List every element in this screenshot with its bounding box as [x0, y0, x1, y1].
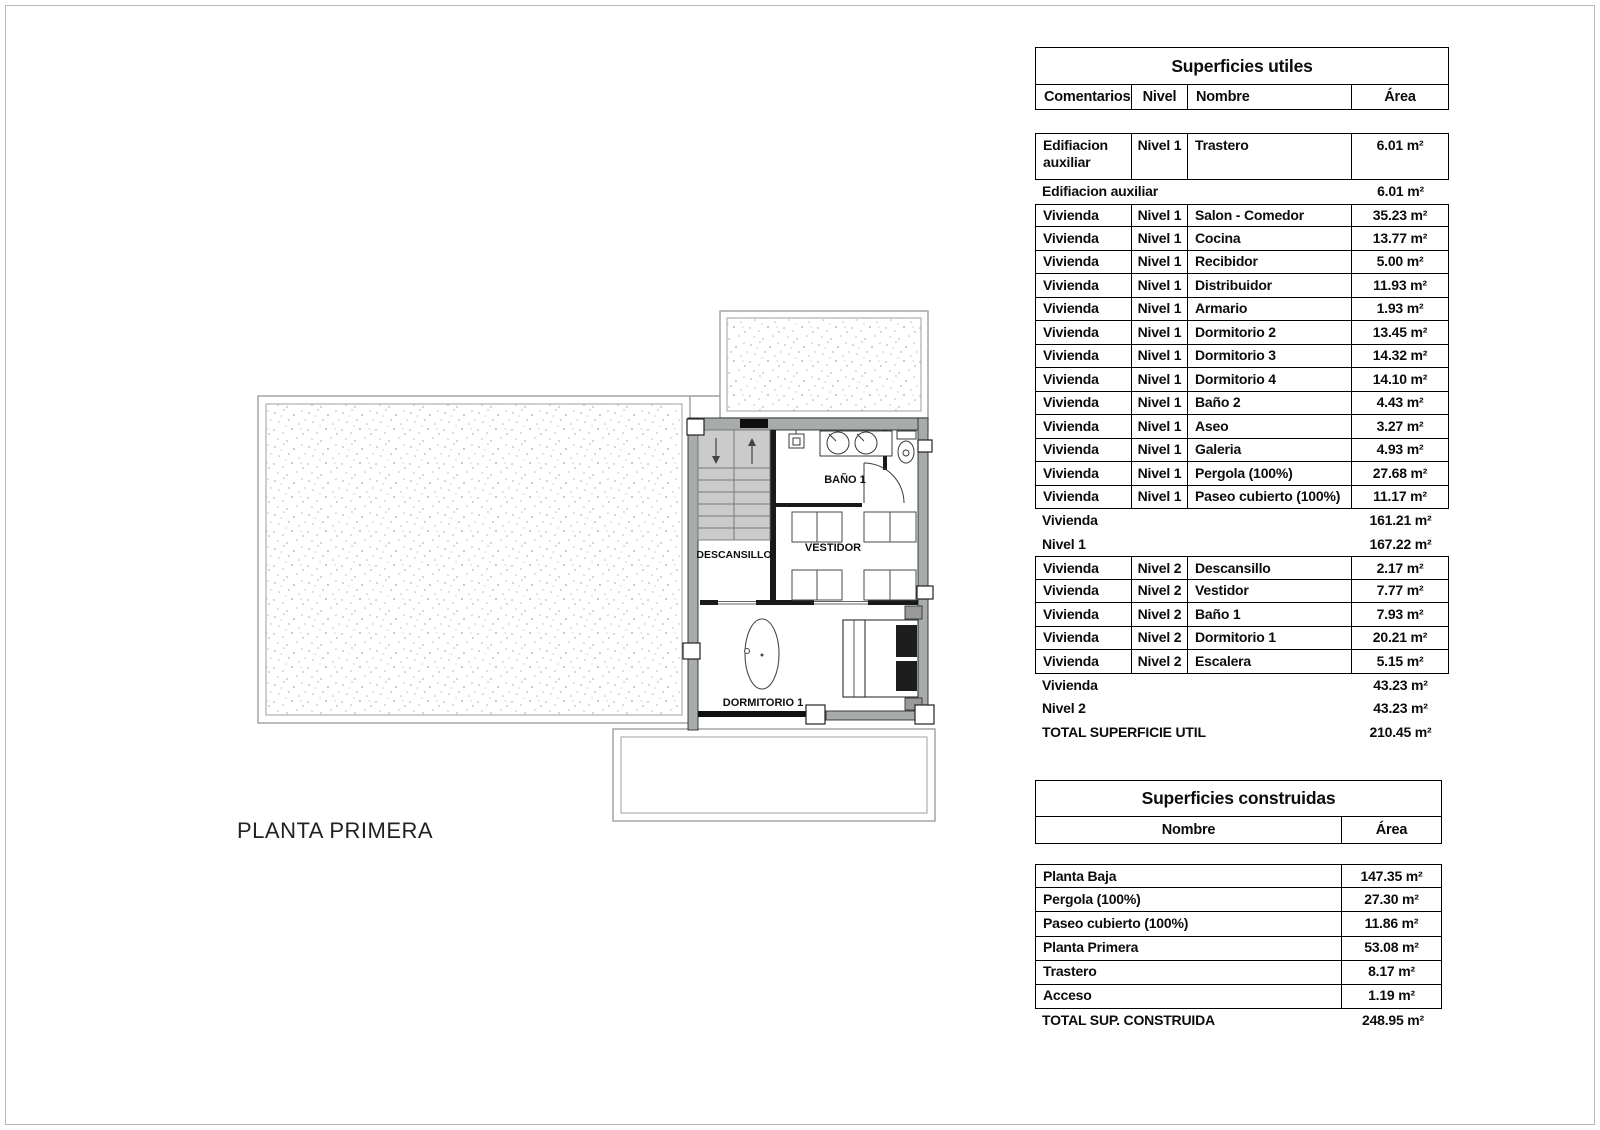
cell-nombre: Armario — [1188, 298, 1352, 321]
terrace-area — [258, 396, 720, 723]
table-row — [1035, 627, 1449, 651]
table-row — [1035, 580, 1449, 604]
cell-nombre: Paseo cubierto (100%) — [1188, 486, 1352, 509]
cell-comentarios: Vivienda — [1036, 298, 1132, 321]
room-label-descansillo: DESCANSILLO — [696, 549, 772, 561]
summary-label: TOTAL SUP. CONSTRUIDA — [1042, 1012, 1215, 1029]
cell-nivel: Nivel 1 — [1132, 134, 1188, 179]
cell-area: 147.35 m² — [1360, 867, 1423, 884]
cell-area: 4.93 m² — [1376, 441, 1424, 457]
table-row — [1035, 912, 1442, 936]
cell-nivel: Nivel 2 — [1132, 627, 1188, 650]
summary-area: 210.45 m² — [1369, 723, 1432, 740]
summary-area: 43.23 m² — [1373, 700, 1428, 716]
summary-label: Nivel 1 — [1042, 535, 1086, 552]
cell-comentarios: Vivienda — [1036, 321, 1132, 344]
cell-comentarios: Vivienda — [1036, 580, 1132, 603]
column-header-nivel: Nivel — [1132, 85, 1188, 109]
table-summary-row — [1035, 697, 1449, 721]
cell-nombre: Dormitorio 3 — [1188, 345, 1352, 368]
plan-title: PLANTA PRIMERA — [237, 818, 434, 843]
table-summary-row — [1035, 674, 1449, 698]
cell-comentarios: Vivienda — [1036, 557, 1132, 579]
cell-nivel: Nivel 2 — [1132, 603, 1188, 626]
cell-area: 2.17 m² — [1376, 559, 1424, 576]
cell-area: 1.19 m² — [1368, 987, 1415, 1004]
cell-comentarios: Vivienda — [1036, 627, 1132, 650]
table-row — [1035, 556, 1449, 580]
table-row — [1035, 985, 1442, 1009]
cell-comentarios: Vivienda — [1036, 368, 1132, 391]
table-row — [1035, 486, 1449, 510]
summary-area: 161.21 m² — [1369, 512, 1432, 528]
cell-nombre: Cocina — [1188, 227, 1352, 250]
bedroom-furniture — [745, 606, 923, 710]
cell-nombre: Recibidor — [1188, 251, 1352, 274]
summary-area: 43.23 m² — [1373, 676, 1428, 693]
cell-nombre: Pergola (100%) — [1036, 888, 1342, 911]
cell-comentarios: Vivienda — [1036, 462, 1132, 485]
cell-nivel: Nivel 1 — [1132, 205, 1188, 227]
cell-area: 7.93 m² — [1376, 605, 1424, 622]
table-summary-row — [1035, 509, 1449, 533]
column-header-comentarios: Comentarios — [1036, 85, 1132, 109]
cell-nombre: Salon - Comedor — [1188, 205, 1352, 227]
cell-area: 11.17 m² — [1373, 488, 1427, 504]
wardrobe-units — [792, 512, 916, 600]
summary-label: Nivel 2 — [1042, 700, 1086, 716]
table-title: Superficies utiles — [1035, 47, 1449, 85]
cell-nombre: Descansillo — [1188, 557, 1352, 579]
table-row — [1035, 961, 1442, 985]
cell-comentarios: Vivienda — [1036, 392, 1132, 415]
table-summary-row — [1035, 1009, 1442, 1033]
summary-label: Vivienda — [1042, 512, 1098, 528]
cell-nombre: Acceso — [1036, 985, 1342, 1008]
table-row — [1035, 864, 1442, 888]
cell-area: 1.93 m² — [1376, 300, 1424, 316]
cell-area: 27.30 m² — [1364, 890, 1419, 907]
cell-nivel: Nivel 1 — [1132, 227, 1188, 250]
cell-nivel: Nivel 1 — [1132, 345, 1188, 368]
cell-nombre: Aseo — [1188, 415, 1352, 438]
cell-area: 13.45 m² — [1372, 323, 1428, 340]
cell-area: 11.93 m² — [1373, 276, 1427, 293]
bathroom-fixtures — [789, 430, 916, 503]
cell-comentarios: Vivienda — [1036, 345, 1132, 368]
summary-area: 6.01 m² — [1377, 183, 1424, 199]
cell-comentarios: Vivienda — [1036, 227, 1132, 250]
summary-area: 167.22 m² — [1369, 535, 1432, 552]
cell-area: 8.17 m² — [1368, 963, 1415, 980]
cell-nombre: Trastero — [1188, 134, 1352, 179]
cell-comentarios: Vivienda — [1036, 274, 1132, 297]
cell-nivel: Nivel 1 — [1132, 274, 1188, 297]
summary-area: 248.95 m² — [1361, 1012, 1425, 1029]
cell-area: 11.86 m² — [1364, 914, 1419, 931]
cell-area: 13.77 m² — [1372, 229, 1428, 246]
cell-nombre: Trastero — [1036, 961, 1342, 984]
cell-comentarios: Vivienda — [1036, 439, 1132, 462]
table-row — [1035, 133, 1449, 180]
cell-nivel: Nivel 1 — [1132, 415, 1188, 438]
superficies-utiles-table — [1035, 47, 1449, 744]
table-row — [1035, 439, 1449, 463]
cell-area: 3.27 m² — [1376, 417, 1424, 434]
table-header-row — [1035, 85, 1449, 110]
table-row — [1035, 251, 1449, 275]
table-title: Superficies construidas — [1035, 780, 1442, 817]
cell-nivel: Nivel 1 — [1132, 251, 1188, 274]
table-row — [1035, 462, 1449, 486]
cell-nombre: Dormitorio 1 — [1188, 627, 1352, 650]
cell-area: 14.10 m² — [1372, 370, 1428, 387]
table-body — [1035, 864, 1442, 1033]
cell-nombre: Planta Primera — [1036, 937, 1342, 960]
upper-roof-area — [720, 311, 928, 418]
cell-nombre: Paseo cubierto (100%) — [1036, 912, 1342, 935]
room-label-vestidor: VESTIDOR — [804, 542, 862, 554]
cell-comentarios: Vivienda — [1036, 251, 1132, 274]
nightstand-icon — [905, 606, 922, 619]
column-header-nombre: Nombre — [1036, 817, 1342, 843]
cell-nombre: Dormitorio 2 — [1188, 321, 1352, 344]
cell-comentarios: Vivienda — [1036, 415, 1132, 438]
cell-area: 5.15 m² — [1376, 652, 1424, 669]
table-summary-row — [1035, 533, 1449, 557]
cell-nombre: Vestidor — [1188, 580, 1352, 603]
table-row — [1035, 321, 1449, 345]
wall-basin-icon — [789, 430, 804, 448]
table-row — [1035, 345, 1449, 369]
cell-nombre: Planta Baja — [1036, 865, 1342, 887]
cell-nivel: Nivel 1 — [1132, 462, 1188, 485]
summary-label: Edifiacion auxiliar — [1042, 183, 1159, 199]
cell-comentarios: Vivienda — [1036, 603, 1132, 626]
cell-area: 4.43 m² — [1376, 394, 1424, 410]
cell-nivel: Nivel 2 — [1132, 557, 1188, 579]
cell-nivel: Nivel 1 — [1132, 486, 1188, 509]
cell-nombre: Pergola (100%) — [1188, 462, 1352, 485]
staircase — [698, 430, 770, 540]
cell-nombre: Distribuidor — [1188, 274, 1352, 297]
table-row — [1035, 603, 1449, 627]
cell-nombre: Baño 2 — [1188, 392, 1352, 415]
column-header-area: Área — [1384, 89, 1416, 105]
column-header-nombre: Nombre — [1188, 85, 1352, 109]
cell-comentarios: Vivienda — [1036, 486, 1132, 509]
cell-area: 35.23 m² — [1372, 207, 1428, 223]
cell-area: 20.21 m² — [1372, 629, 1428, 645]
room-label-bano1: BAÑO 1 — [824, 474, 866, 486]
table-row — [1035, 937, 1442, 961]
cell-comentarios: Edifiacion auxiliar — [1036, 134, 1132, 179]
cell-nivel: Nivel 1 — [1132, 368, 1188, 391]
table-row — [1035, 227, 1449, 251]
lower-roof-outline — [613, 729, 935, 821]
summary-label: Vivienda — [1042, 676, 1098, 693]
cell-comentarios: Vivienda — [1036, 650, 1132, 673]
table-row — [1035, 298, 1449, 322]
table-row — [1035, 650, 1449, 674]
bedroom-window-band — [698, 711, 810, 717]
stair-access-opening — [740, 419, 768, 428]
cell-nivel: Nivel 1 — [1132, 392, 1188, 415]
double-sink-vanity-icon — [820, 431, 892, 456]
table-row — [1035, 274, 1449, 298]
table-body — [1035, 133, 1449, 744]
table-row — [1035, 415, 1449, 439]
cell-nombre: Dormitorio 4 — [1188, 368, 1352, 391]
cell-comentarios: Vivienda — [1036, 205, 1132, 227]
cell-area: 7.77 m² — [1376, 582, 1424, 598]
cell-area: 53.08 m² — [1364, 939, 1419, 956]
cell-nivel: Nivel 1 — [1132, 321, 1188, 344]
superficies-construidas-table — [1035, 780, 1442, 1033]
table-row — [1035, 204, 1449, 228]
table-summary-row — [1035, 721, 1449, 745]
table-row — [1035, 888, 1442, 912]
toilet-icon — [897, 431, 916, 463]
cell-area: 27.68 m² — [1372, 464, 1428, 481]
column-header-area: Área — [1375, 822, 1408, 838]
cell-area: 5.00 m² — [1376, 253, 1424, 269]
table-row — [1035, 368, 1449, 392]
room-label-dormitorio1: DORMITORIO 1 — [722, 697, 804, 709]
cell-nivel: Nivel 1 — [1132, 298, 1188, 321]
bed-icon — [843, 620, 918, 697]
cell-nivel: Nivel 2 — [1132, 580, 1188, 603]
cell-area: 6.01 m² — [1376, 136, 1424, 153]
cell-nombre: Escalera — [1188, 650, 1352, 673]
bathtub-icon — [745, 619, 780, 689]
cell-nombre: Galeria — [1188, 439, 1352, 462]
cell-nombre: Baño 1 — [1188, 603, 1352, 626]
cell-nivel: Nivel 2 — [1132, 650, 1188, 673]
cell-nivel: Nivel 1 — [1132, 439, 1188, 462]
table-row — [1035, 392, 1449, 416]
table-header-row — [1035, 817, 1442, 844]
summary-label: TOTAL SUPERFICIE UTIL — [1042, 723, 1206, 740]
cell-area: 14.32 m² — [1372, 347, 1428, 363]
table-summary-row — [1035, 180, 1449, 204]
